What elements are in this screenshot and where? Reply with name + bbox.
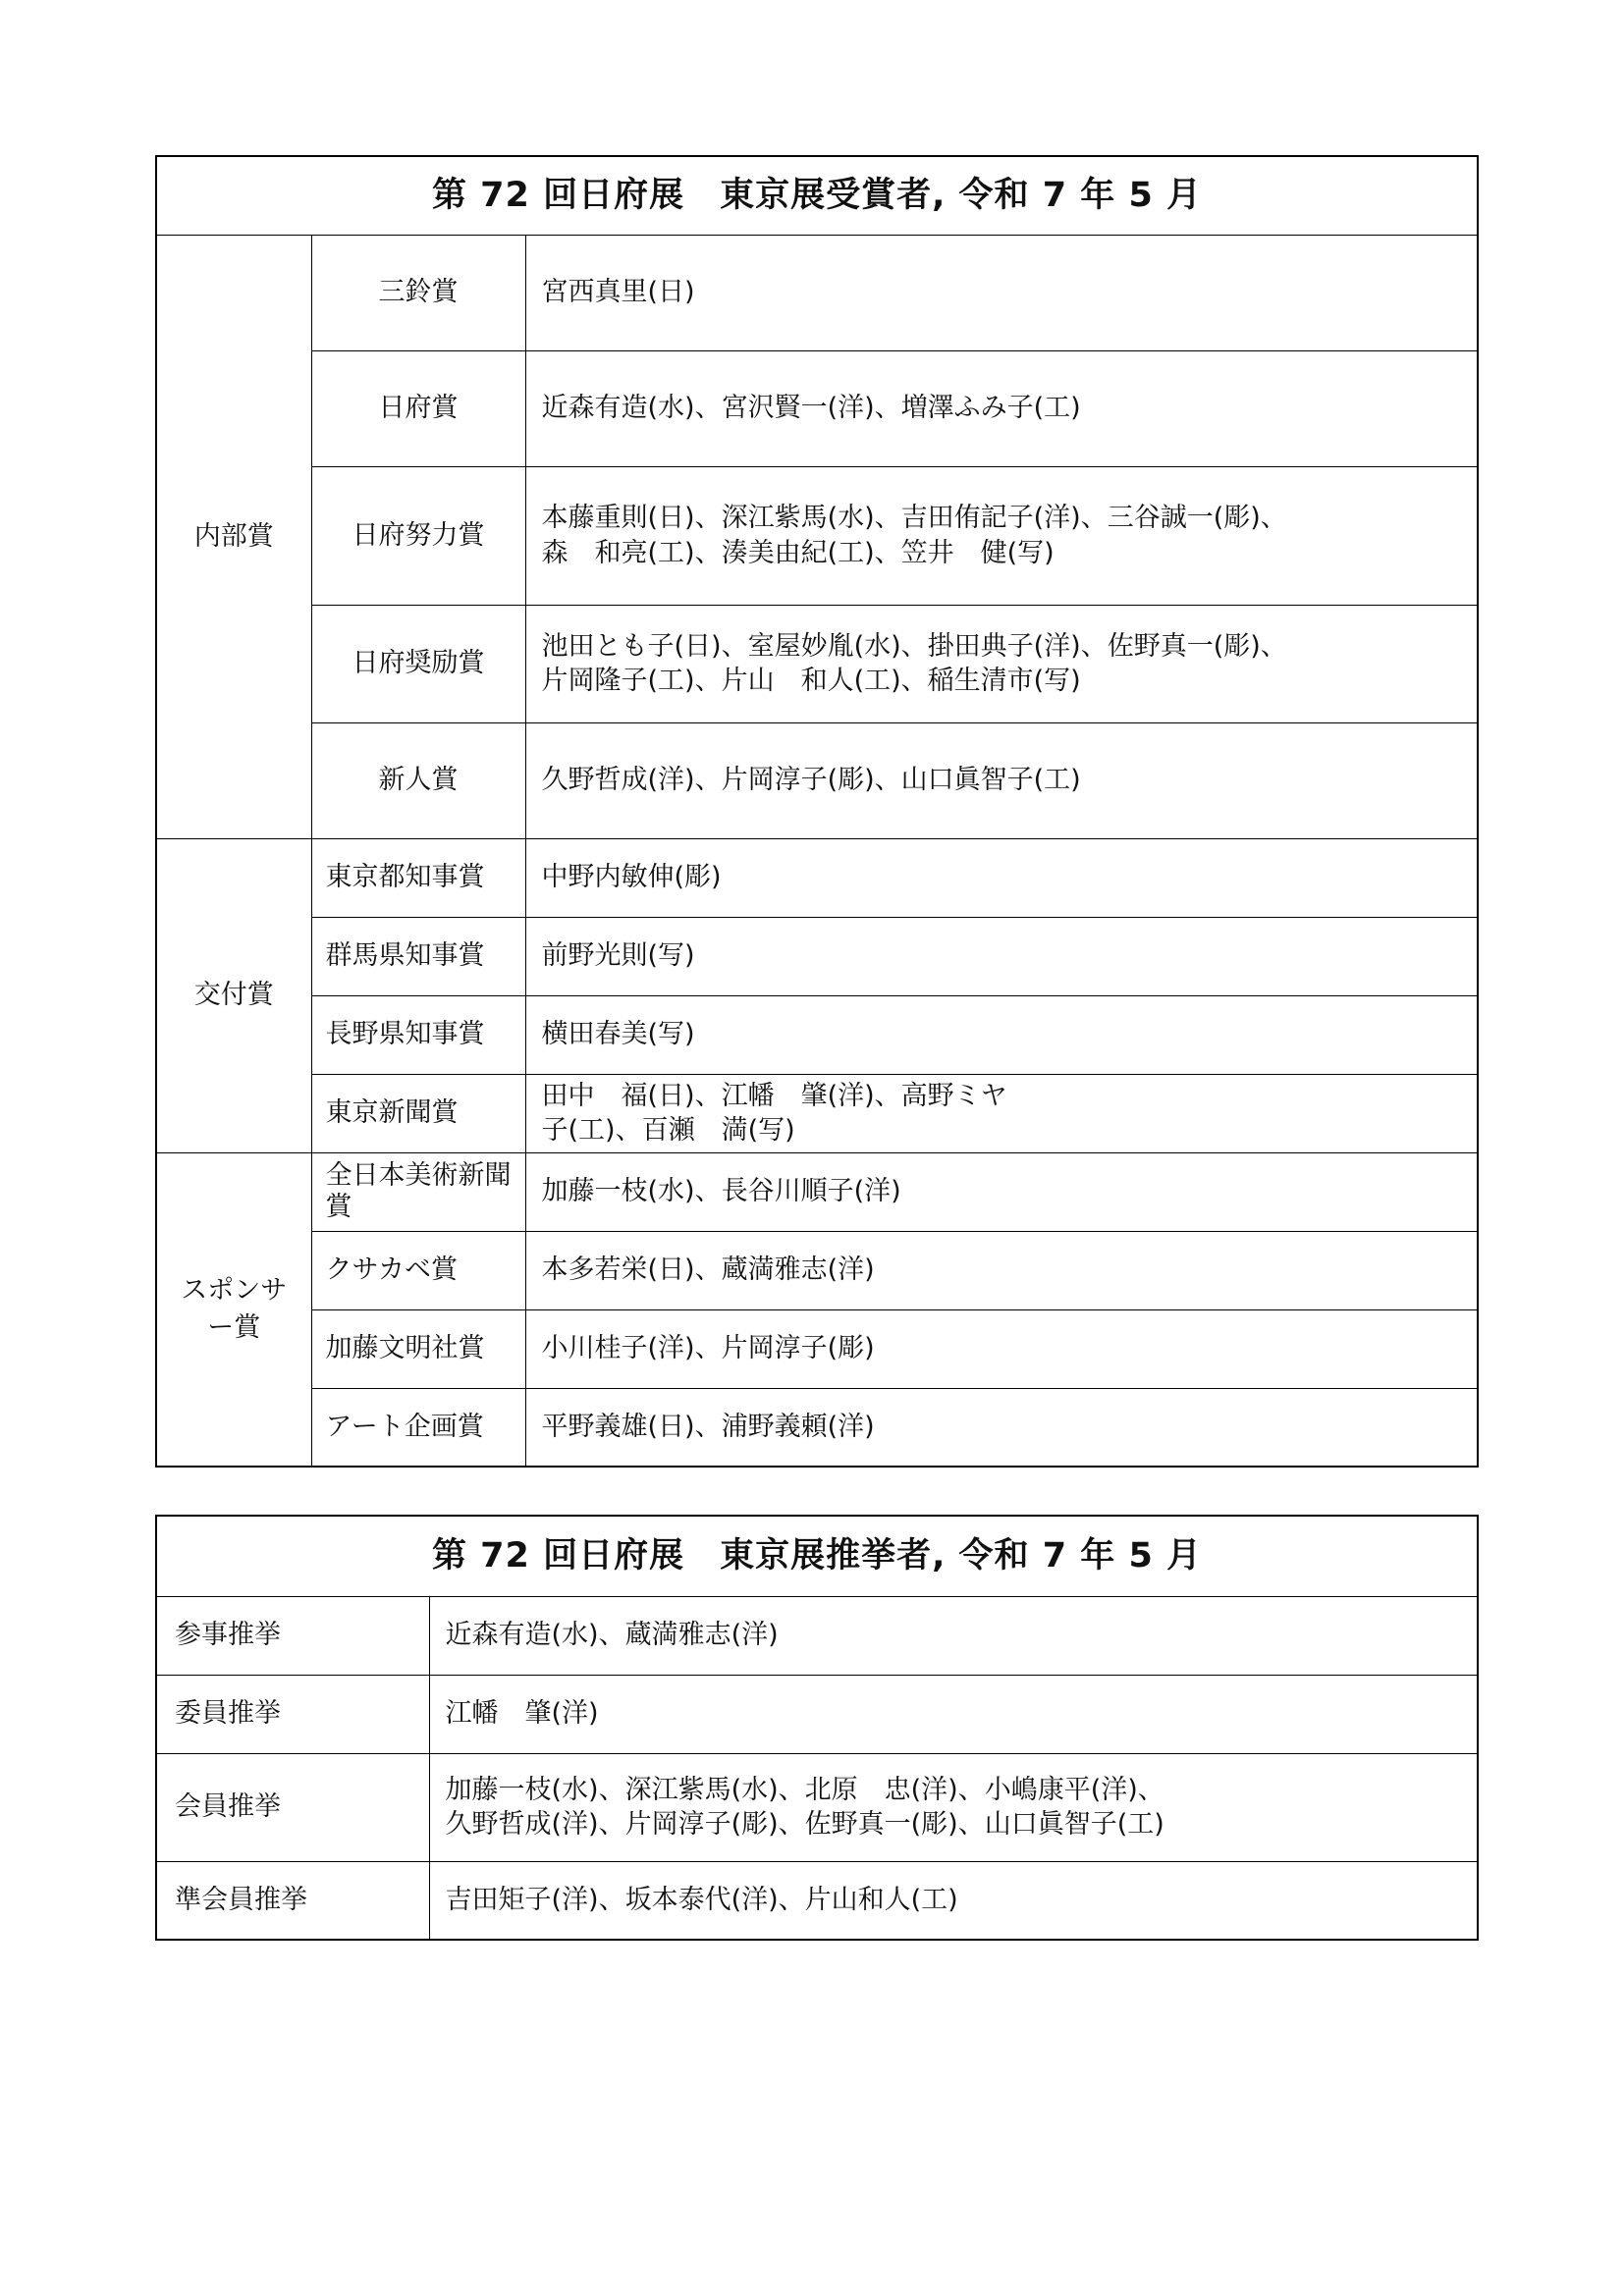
category-sponsor-label: スポンサー賞 [181, 1274, 288, 1343]
category-internal: 内部賞 [156, 235, 311, 838]
award-recipients [525, 1309, 1478, 1388]
recipient-line: 池田とも子(日)、室屋妙胤(水)、掛田典子(洋)、佐野真一(彫)、 [541, 630, 1287, 662]
table-row [156, 1596, 1478, 1675]
award-name: 日府奨励賞 [311, 605, 525, 722]
recipient-line: 本藤重則(日)、深江紫馬(水)、吉田侑記子(洋)、三谷誠一(彫)、 [541, 503, 1287, 534]
table-row [156, 1753, 1478, 1861]
recipient-line: 前野光則(写) [541, 940, 695, 972]
award-name: 日府賞 [311, 350, 525, 466]
award-recipients [525, 1231, 1478, 1309]
recommendations-title: 第 72 回日府展 東京展推挙者, 令和 7 年 5 月 [156, 1516, 1478, 1596]
award-recipients [525, 1388, 1478, 1467]
table-row [156, 350, 1478, 466]
award-recipients [525, 466, 1478, 605]
table-row [156, 838, 1478, 917]
award-recipients [525, 995, 1478, 1074]
recipient-line: 宮西真里(日) [541, 277, 695, 308]
recipient-line: 子(工)、百瀬 満(写) [541, 1115, 795, 1146]
recommend-names [429, 1596, 1478, 1675]
table-row [156, 1231, 1478, 1309]
awards-title-row [156, 156, 1478, 235]
awards-table [155, 155, 1479, 1468]
award-name: 長野県知事賞 [311, 995, 525, 1074]
table-row [156, 1152, 1478, 1231]
recipient-line: 森 和亮(工)、湊美由紀(工)、笠井 健(写) [541, 537, 1055, 568]
award-name: 加藤文明社賞 [311, 1309, 525, 1388]
table-row [156, 235, 1478, 350]
recommend-category: 会員推挙 [156, 1753, 429, 1861]
award-name: 東京新聞賞 [311, 1074, 525, 1152]
award-name: 三鈴賞 [311, 235, 525, 350]
award-recipients [525, 917, 1478, 995]
table-row [156, 917, 1478, 995]
recipient-line: 加藤一枝(水)、深江紫馬(水)、北原 忠(洋)、小嶋康平(洋)、 [445, 1774, 1164, 1805]
recipient-line: 吉田矩子(洋)、坂本泰代(洋)、片山和人(工) [445, 1885, 958, 1916]
category-sponsor [156, 1152, 311, 1467]
table-row [156, 722, 1478, 838]
recipient-line: 本多若栄(日)、蔵満雅志(洋) [541, 1255, 875, 1286]
category-grant: 交付賞 [156, 838, 311, 1152]
recommendations-table [155, 1515, 1479, 1941]
recipient-line: 中野内敏伸(彫) [541, 862, 722, 893]
award-name: 東京都知事賞 [311, 838, 525, 917]
award-name [311, 1152, 525, 1231]
table-row [156, 1074, 1478, 1152]
award-recipients [525, 722, 1478, 838]
table-row [156, 1861, 1478, 1940]
table-row [156, 1675, 1478, 1753]
award-name: アート企画賞 [311, 1388, 525, 1467]
recommend-names [429, 1861, 1478, 1940]
award-recipients [525, 838, 1478, 917]
recipient-line: 片岡隆子(工)、片山 和人(工)、稲生清市(写) [541, 666, 1081, 696]
recommend-names [429, 1753, 1478, 1861]
awards-title: 第 72 回日府展 東京展受賞者, 令和 7 年 5 月 [156, 156, 1478, 235]
award-name: クサカベ賞 [311, 1231, 525, 1309]
recommend-category: 委員推挙 [156, 1675, 429, 1753]
recipient-line: 田中 福(日)、江幡 肇(洋)、高野ミヤ [541, 1080, 1007, 1111]
recipient-line: 久野哲成(洋)、片岡淳子(彫)、山口眞智子(工) [541, 765, 1081, 796]
recommend-names [429, 1675, 1478, 1753]
award-recipients [525, 350, 1478, 466]
recipient-line: 江幡 肇(洋) [445, 1698, 599, 1730]
award-name: 日府努力賞 [311, 466, 525, 605]
recipient-line: 平野義雄(日)、浦野義頼(洋) [541, 1412, 875, 1443]
award-name: 新人賞 [311, 722, 525, 838]
table-row [156, 1388, 1478, 1467]
recipient-line: 近森有造(水)、蔵満雅志(洋) [445, 1620, 779, 1651]
recipient-line: 近森有造(水)、宮沢賢一(洋)、増澤ふみ子(工) [541, 393, 1081, 424]
award-name-text: 全日本美術新聞賞 [325, 1159, 512, 1222]
recommend-category: 準会員推挙 [156, 1861, 429, 1940]
award-recipients [525, 605, 1478, 722]
recommendations-title-row [156, 1516, 1478, 1596]
recipient-line: 加藤一枝(水)、長谷川順子(洋) [541, 1176, 901, 1207]
award-recipients [525, 235, 1478, 350]
table-row [156, 995, 1478, 1074]
award-recipients [525, 1074, 1478, 1152]
recipient-line: 小川桂子(洋)、片岡淳子(彫) [541, 1333, 875, 1364]
award-name: 群馬県知事賞 [311, 917, 525, 995]
award-recipients [525, 1152, 1478, 1231]
table-row [156, 1309, 1478, 1388]
table-row [156, 466, 1478, 605]
recommend-category: 参事推挙 [156, 1596, 429, 1675]
recipient-line: 久野哲成(洋)、片岡淳子(彫)、佐野真一(彫)、山口眞智子(工) [445, 1809, 1164, 1840]
table-row [156, 605, 1478, 722]
recipient-line: 横田春美(写) [541, 1019, 695, 1050]
